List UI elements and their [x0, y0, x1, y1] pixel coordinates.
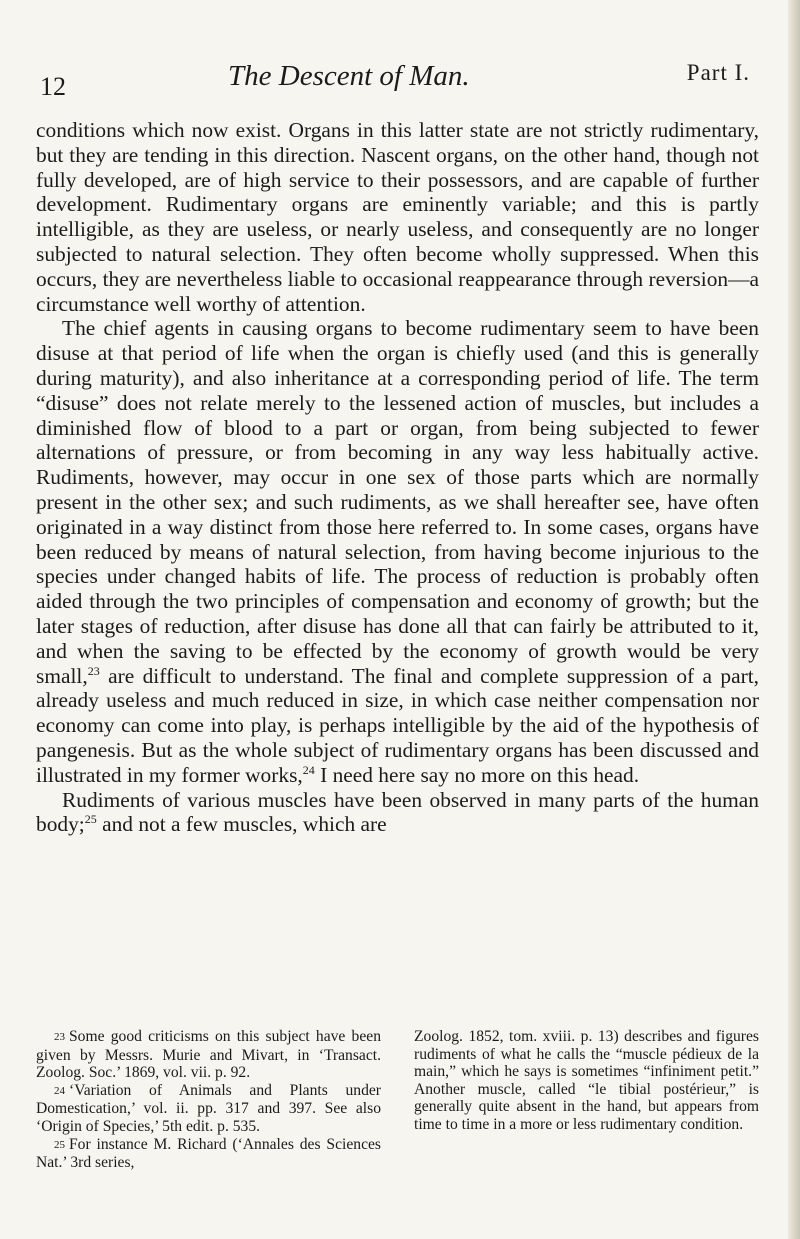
- text-span: I need here say no more on this head.: [320, 762, 640, 787]
- footnote-ref: 25: [84, 812, 97, 827]
- running-header: [40, 60, 760, 100]
- footnote: [36, 1082, 381, 1136]
- footnote: [36, 1136, 381, 1172]
- text-span: and not a few muscles, which are: [102, 812, 387, 837]
- main-text: [36, 118, 759, 837]
- footnote-number: 25: [54, 1138, 65, 1151]
- page-edge: [788, 0, 800, 1239]
- text-span: Rudiments of various muscles have been observed in many parts of the human body;: [36, 787, 759, 837]
- footnote-text: ‘Variation of Animals and Plants under Domestication,’ vol. ii. pp. 317 and 397. See also ‘Origin of Species,’ 5th edit. p. 535.: [36, 1081, 381, 1135]
- text-span: are difficult to understand. The final and complete suppression of a part, already useless and much reduced in size, in which case neither compensation nor economy can come into play, is perhaps intelligible by the aid of the hypothesis of pangenesis. But as the whole subject of rudimentary organs has been discussed and illustrated in my former works,: [36, 663, 759, 787]
- text-span: The chief agents in causing organs to become rudimentary seem to have been disuse at that period of life when the organ is chiefly used (and this is generally during maturity), and also inheritance at a corresponding period of life. The term “disuse” does not relate merely to the lessened action of muscles, but includes a diminished flow of blood to a part or organ, from being subjected to fewer alternations of pressure, or from becoming in any way less habitually active. Rudiments, however, may occur in one sex of those parts which are normally present in the other sex; and such rudiments, as we shall hereafter see, have often originated in a way distinct from those here referred to. In some cases, organs have been reduced by means of natural selection, from having become injurious to the species under changed habits of life. The process of reduction is probably often aided through the two principles of compensation and economy of growth; but the later stages of reduction, after disuse has done all that can fairly be attributed to it, and when the saving to be effected by the economy of growth would be very small,: [36, 316, 759, 688]
- footnote-column-left: [36, 1028, 381, 1172]
- footnote-number: 24: [54, 1084, 65, 1097]
- paragraph: [36, 316, 759, 787]
- footnote: [36, 1028, 381, 1082]
- footnote-ref: 23: [87, 663, 100, 678]
- part-label: Part I.: [686, 60, 750, 85]
- page-number: 12: [40, 72, 66, 101]
- footnote-number: 23: [54, 1031, 65, 1043]
- footnote-column-right: [414, 1028, 759, 1172]
- footnote-ref: 24: [302, 762, 315, 777]
- footnotes: [36, 1028, 759, 1172]
- paragraph: [36, 788, 759, 838]
- footnote-text: For instance M. Richard (‘Annales des Sciences Nat.’ 3rd series,: [36, 1135, 381, 1172]
- footnote-continuation: Zoolog. 1852, tom. xviii. p. 13) describes and figures rudiments of what he calls the “muscle pédieux de la main,” which he says is sometimes “infiniment petit.” Another muscle, called “le tibial postérieur,” is generally quite absent in the hand, but appears from time to time in a more or less rudimentary condition.: [414, 1028, 759, 1133]
- running-title: The Descent of Man.: [228, 60, 470, 92]
- paragraph: conditions which now exist. Organs in this latter state are not strictly rudimentary, but they are tending in this direction. Nascent organs, on the other hand, though not fully developed, are of high service to their possessors, and are capable of further development. Rudimentary organs are eminently variable; and this is partly intelligible, as they are useless, or nearly useless, and consequently are no longer subjected to natural selection. They often become wholly suppressed. When this occurs, they are nevertheless liable to occasional reappearance through reversion—a circumstance well worthy of attention.: [36, 118, 759, 316]
- footnote-text: Some good criticisms on this subject have been given by Messrs. Murie and Mivart, in ‘Transact. Zoolog. Soc.’ 1869, vol. vii. p. 92.: [36, 1028, 381, 1082]
